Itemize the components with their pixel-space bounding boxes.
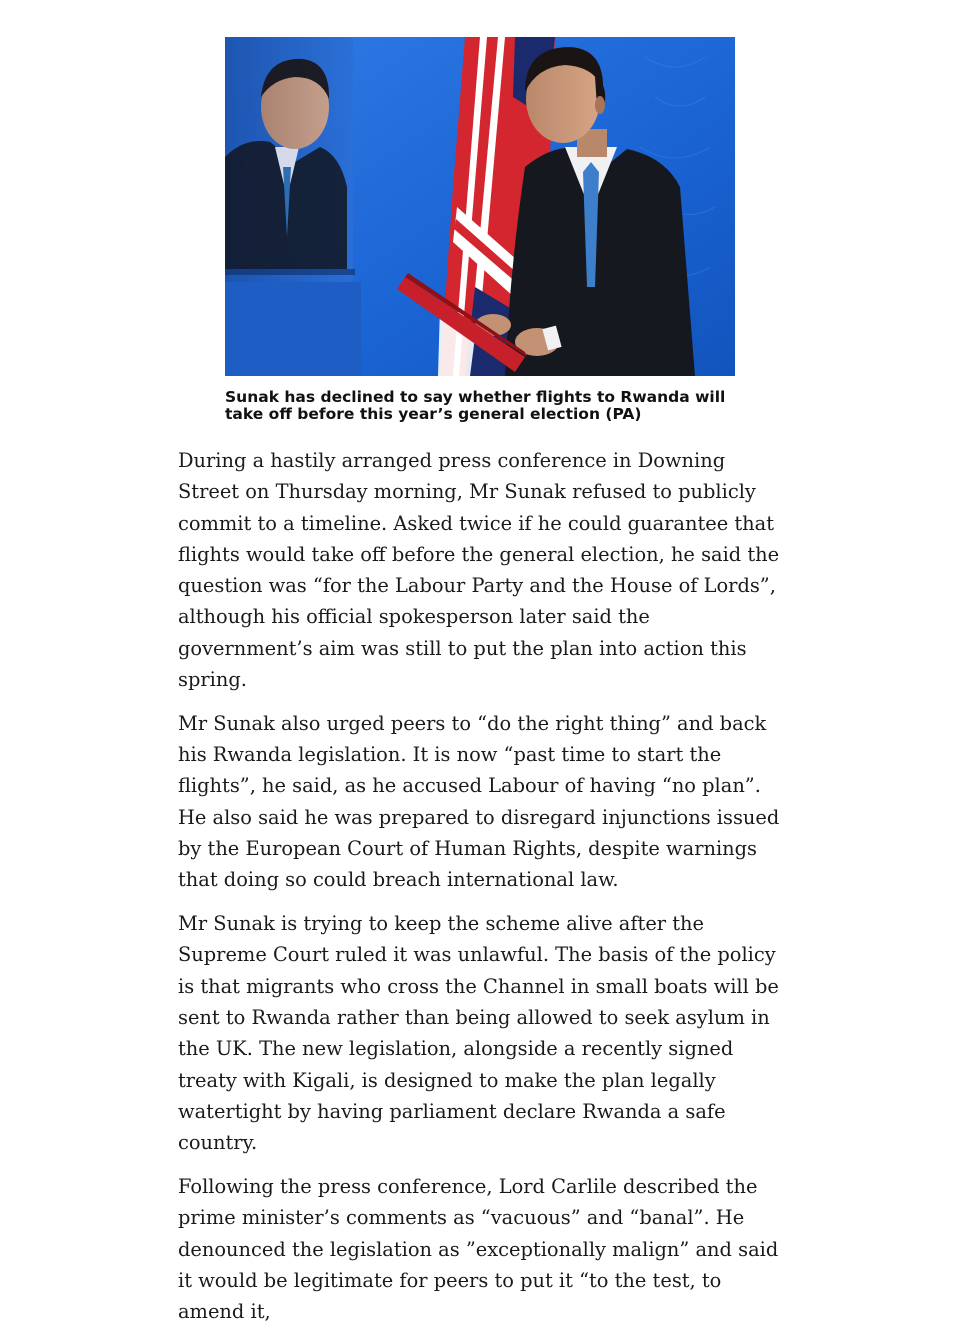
article-paragraph: During a hastily arranged press conference in Downing Street on Thursday morning, Mr Sunak refused to publicly commit to a timeline. Asked twice if he could guarantee that flights would take off before the general election, he said the question was “for the Labour Party and the House of Lords”, although his official spokesperson later said the government’s aim was still to put the plan into action this spring. (178, 449, 780, 692)
photo-caption: Sunak has declined to say whether flights to Rwanda will take off before this year’s general election (PA) (225, 388, 726, 423)
article-photo (225, 37, 735, 376)
article-paragraph: Mr Sunak is trying to keep the scheme alive after the Supreme Court ruled it was unlawful. The basis of the policy is that migrants who cross the Channel in small boats will be sent to Rwanda rather than being allowed to seek asylum in the UK. The new legislation, alongside a recently signed treaty with Kigali, is designed to make the plan legally watertight by having parliament declare Rwanda a safe country. (178, 912, 779, 1155)
photo-illustration (225, 37, 735, 376)
article-paragraph: Following the press conference, Lord Carlile described the prime minister’s comments as “vacuous” and “banal”. He denounced the legislation as ”exceptionally malign” and said it would be legitimate for peers to put it “to the test, to amend it, (178, 1175, 779, 1324)
article-paragraph: Mr Sunak also urged peers to “do the right thing” and back his Rwanda legislation. It is now “past time to start the flights”, he said, as he accused Labour of having “no plan”. He also said he was prepared to disregard injunctions issued by the European Court of Human Rights, despite warnings that doing so could breach international law. (178, 711, 780, 892)
article-body (178, 445, 788, 1340)
